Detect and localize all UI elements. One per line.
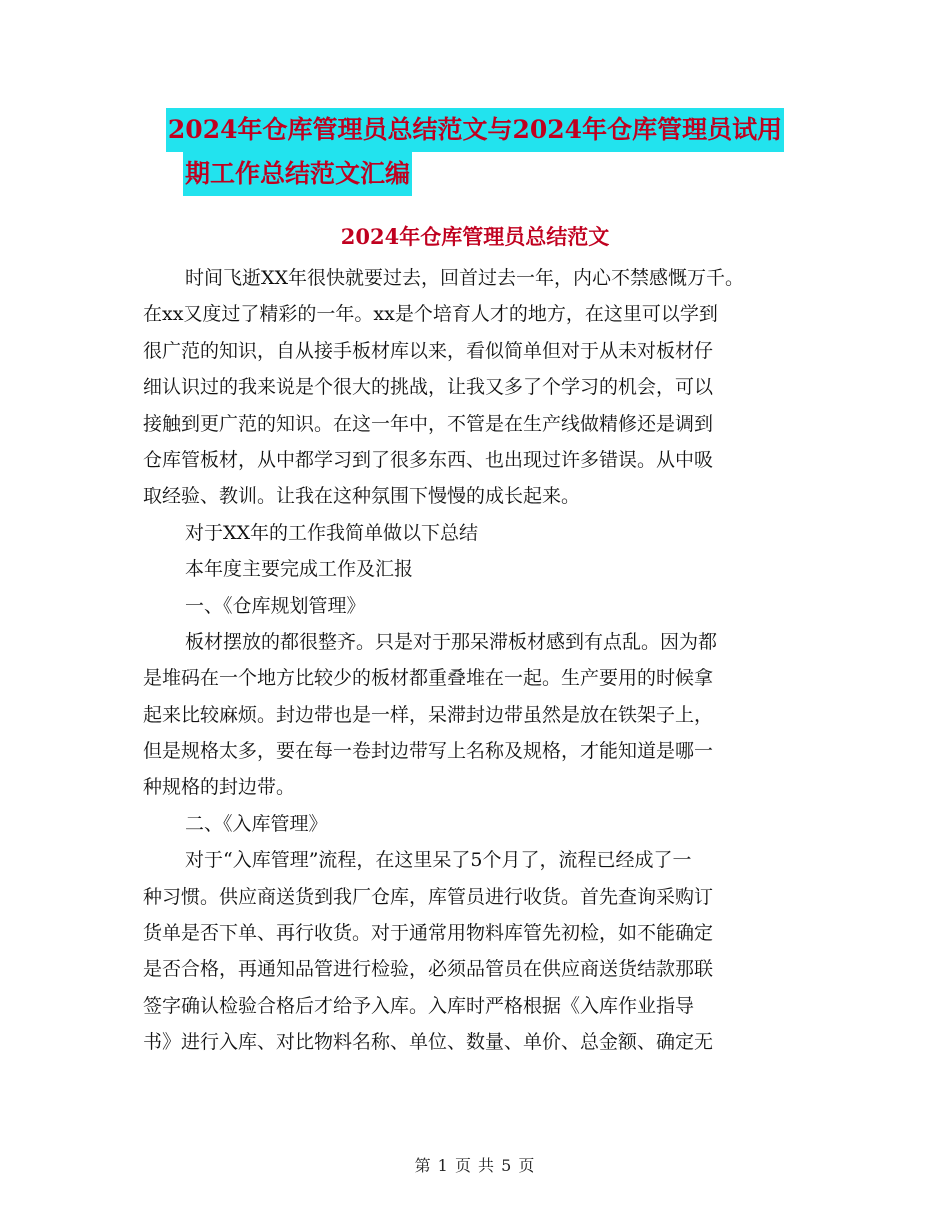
body-line: 二、《入库管理》 — [185, 812, 328, 835]
section-title: 2024年仓库管理员总结范文 — [340, 224, 610, 249]
body-line: 在xx又度过了精彩的一年。xx是个培育人才的地方，在这里可以学到 — [143, 303, 718, 326]
body-line: 接触到更广范的知识。在这一年中，不管是在生产线做精修还是调到 — [143, 412, 714, 435]
body-line: 对于XX年的工作我简单做以下总结 — [185, 521, 479, 544]
body-line: 本年度主要完成工作及汇报 — [185, 558, 414, 581]
body-line: 仓库管板材，从中都学习到了很多东西、也出现过许多错误。从中吸 — [143, 448, 714, 471]
title-line-1: 2024年仓库管理员总结范文与2024年仓库管理员试用 — [166, 108, 784, 152]
body-line: 种规格的封边带。 — [143, 776, 296, 799]
body-line: 是否合格，再通知品管进行检验，必须品管员在供应商送货结款那联 — [143, 958, 714, 981]
page-footer: 第 1 页 共 5 页 — [414, 1156, 536, 1175]
body-line: 签字确认检验合格后才给予入库。入库时严格根据《入库作业指导 — [143, 994, 695, 1017]
body-line: 很广范的知识，自从接手板材库以来，看似简单但对于从未对板材仔 — [143, 339, 714, 362]
body-line: 一、《仓库规划管理》 — [185, 594, 366, 617]
document-title — [0, 108, 950, 196]
body-line: 是堆码在一个地方比较少的板材都重叠堆在一起。生产要用的时候拿 — [143, 667, 714, 690]
body-line: 时间飞逝XX年很快就要过去，回首过去一年，内心不禁感慨万千。 — [185, 267, 745, 289]
body-line: 对于“入库管理”流程，在这里呆了5个月了，流程已经成了一 — [185, 849, 692, 872]
body-line: 货单是否下单、再行收货。对于通常用物料库管先初检，如不能确定 — [143, 922, 714, 945]
body-line: 起来比较麻烦。封边带也是一样，呆滞封边带虽然是放在铁架子上， — [143, 703, 714, 726]
body-line: 板材摆放的都很整齐。只是对于那呆滞板材感到有点乱。因为都 — [185, 630, 718, 653]
body-line: 细认识过的我来说是个很大的挑战，让我又多了个学习的机会，可以 — [143, 376, 714, 399]
body-line: 但是规格太多，要在每一卷封边带写上名称及规格，才能知道是哪一 — [143, 740, 714, 763]
document-body — [143, 260, 823, 1061]
body-line: 书》进行入库、对比物料名称、单位、数量、单价、总金额、确定无 — [143, 1031, 714, 1054]
body-line: 取经验、教训。让我在这种氛围下慢慢的成长起来。 — [143, 485, 581, 508]
title-line-2: 期工作总结范文汇编 — [183, 152, 412, 196]
body-line: 种习惯。供应商送货到我厂仓库，库管员进行收货。首先查询采购订 — [143, 885, 714, 908]
